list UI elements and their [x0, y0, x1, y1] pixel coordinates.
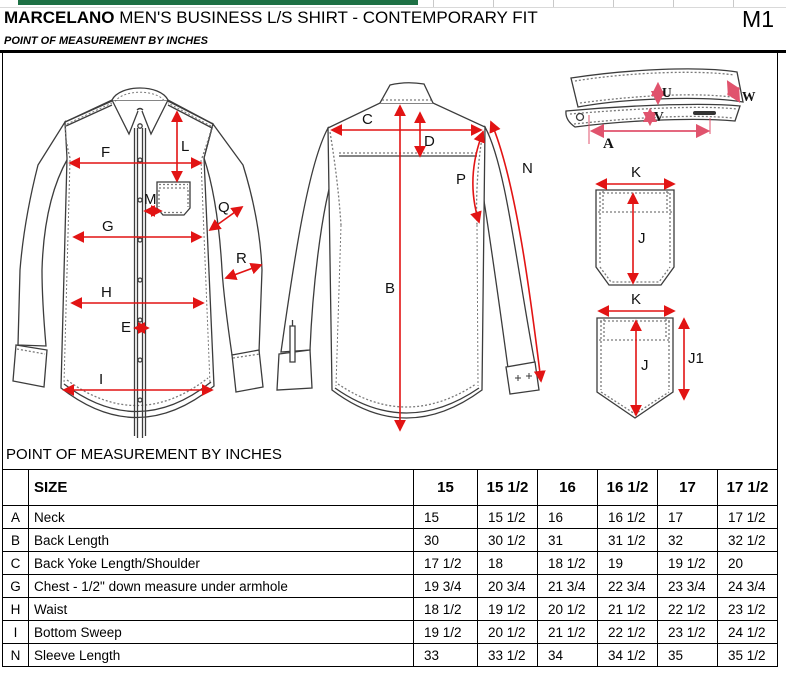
- column-gridline: [433, 0, 434, 7]
- table-body: [3, 506, 778, 667]
- size-column-header[interactable]: 17 1/2: [718, 470, 778, 506]
- value-cell[interactable]: 20 1/2: [478, 621, 538, 644]
- column-gridline: [673, 0, 674, 7]
- table-row: [3, 506, 778, 529]
- label-C: C: [362, 111, 373, 128]
- brand-name: MARCELANO: [4, 8, 115, 27]
- row-code-cell[interactable]: I: [3, 621, 29, 644]
- row-name-cell[interactable]: Sleeve Length: [29, 644, 414, 667]
- row-name-cell[interactable]: Neck: [29, 506, 414, 529]
- label-N: N: [522, 160, 533, 177]
- table-row: [3, 529, 778, 552]
- shirt-diagram-svg: [0, 53, 786, 445]
- measurement-table: [2, 469, 778, 667]
- size-column-header[interactable]: 15 1/2: [478, 470, 538, 506]
- row-name-cell[interactable]: Back Length: [29, 529, 414, 552]
- value-cell[interactable]: 33: [414, 644, 478, 667]
- table-header-row: [3, 470, 778, 506]
- value-cell[interactable]: 18: [478, 552, 538, 575]
- row-name-cell[interactable]: Bottom Sweep: [29, 621, 414, 644]
- document-subtitle: POINT OF MEASUREMENT BY INCHES: [4, 35, 208, 47]
- row-name-cell[interactable]: Waist: [29, 598, 414, 621]
- size-column-header[interactable]: 15: [414, 470, 478, 506]
- value-cell[interactable]: 35 1/2: [718, 644, 778, 667]
- size-column-header[interactable]: 17: [658, 470, 718, 506]
- value-cell[interactable]: 17 1/2: [718, 506, 778, 529]
- value-cell[interactable]: 20 1/2: [538, 598, 598, 621]
- row-name-cell[interactable]: Back Yoke Length/Shoulder: [29, 552, 414, 575]
- column-gridline: [553, 0, 554, 7]
- label-J1: J1: [688, 350, 704, 367]
- label-M: M: [144, 191, 157, 208]
- label-B: B: [385, 280, 396, 297]
- value-cell[interactable]: 23 1/2: [658, 621, 718, 644]
- value-cell[interactable]: 19 1/2: [658, 552, 718, 575]
- table-row: [3, 621, 778, 644]
- table-row: [3, 575, 778, 598]
- value-cell[interactable]: 21 1/2: [598, 598, 658, 621]
- table-row: [3, 552, 778, 575]
- value-cell[interactable]: 24 3/4: [718, 575, 778, 598]
- row-code-cell[interactable]: B: [3, 529, 29, 552]
- value-cell[interactable]: 15 1/2: [478, 506, 538, 529]
- pocket-detail-1-drawing: [596, 190, 674, 285]
- row-code-cell[interactable]: G: [3, 575, 29, 598]
- label-P: P: [456, 171, 467, 188]
- value-cell[interactable]: 35: [658, 644, 718, 667]
- sheet-code: M1: [742, 6, 774, 32]
- label-U: U: [662, 85, 672, 100]
- value-cell[interactable]: 16: [538, 506, 598, 529]
- label-J-pocket1: J: [638, 230, 646, 247]
- value-cell[interactable]: 33 1/2: [478, 644, 538, 667]
- label-J-pocket2: J: [641, 357, 649, 374]
- measurement-diagram: [0, 53, 786, 445]
- value-cell[interactable]: 18 1/2: [414, 598, 478, 621]
- value-cell[interactable]: 34 1/2: [598, 644, 658, 667]
- table-section-title: POINT OF MEASUREMENT BY INCHES: [6, 446, 282, 463]
- value-cell[interactable]: 19 1/2: [478, 598, 538, 621]
- label-K1: K: [631, 164, 642, 181]
- label-H: H: [101, 284, 112, 301]
- value-cell[interactable]: 20: [718, 552, 778, 575]
- value-cell[interactable]: 22 3/4: [598, 575, 658, 598]
- value-cell[interactable]: 22 1/2: [598, 621, 658, 644]
- label-I: I: [99, 371, 104, 388]
- corner-cell[interactable]: [3, 470, 29, 506]
- document-title: [4, 8, 538, 28]
- label-Q: Q: [218, 199, 230, 216]
- column-gridline: [733, 0, 734, 7]
- row-name-cell[interactable]: Chest - 1/2" down measure under armhole: [29, 575, 414, 598]
- row-code-cell[interactable]: N: [3, 644, 29, 667]
- value-cell[interactable]: 20 3/4: [478, 575, 538, 598]
- value-cell[interactable]: 30: [414, 529, 478, 552]
- value-cell[interactable]: 31: [538, 529, 598, 552]
- value-cell[interactable]: 21 3/4: [538, 575, 598, 598]
- column-gridline: [613, 0, 614, 7]
- value-cell[interactable]: 19: [598, 552, 658, 575]
- front-view-drawing: [13, 88, 263, 438]
- value-cell[interactable]: 23 1/2: [718, 598, 778, 621]
- back-view-drawing: [277, 83, 539, 418]
- label-A: A: [603, 136, 614, 152]
- size-column-header[interactable]: 16 1/2: [598, 470, 658, 506]
- spreadsheet-top-gridline: [0, 0, 786, 8]
- label-W: W: [742, 89, 756, 104]
- value-cell[interactable]: 17 1/2: [414, 552, 478, 575]
- label-F: F: [101, 144, 111, 161]
- label-L: L: [181, 138, 190, 155]
- size-header-cell[interactable]: SIZE: [29, 470, 414, 506]
- value-cell[interactable]: 32: [658, 529, 718, 552]
- table-row: [3, 598, 778, 621]
- label-D: D: [424, 133, 435, 150]
- size-column-header[interactable]: 16: [538, 470, 598, 506]
- value-cell[interactable]: 32 1/2: [718, 529, 778, 552]
- value-cell[interactable]: 23 3/4: [658, 575, 718, 598]
- row-code-cell[interactable]: H: [3, 598, 29, 621]
- value-cell[interactable]: 18 1/2: [538, 552, 598, 575]
- row-code-cell[interactable]: A: [3, 506, 29, 529]
- value-cell[interactable]: 16 1/2: [598, 506, 658, 529]
- label-V: V: [654, 109, 664, 124]
- excel-green-bar: [18, 0, 418, 5]
- value-cell[interactable]: 21 1/2: [538, 621, 598, 644]
- label-K2: K: [631, 291, 642, 308]
- label-R: R: [236, 250, 247, 267]
- value-cell[interactable]: 15: [414, 506, 478, 529]
- product-title: MEN'S BUSINESS L/S SHIRT - CONTEMPORARY FIT: [114, 8, 538, 27]
- row-code-cell[interactable]: C: [3, 552, 29, 575]
- value-cell[interactable]: 17: [658, 506, 718, 529]
- label-E: E: [121, 319, 132, 336]
- value-cell[interactable]: 22 1/2: [658, 598, 718, 621]
- value-cell[interactable]: 34: [538, 644, 598, 667]
- value-cell[interactable]: 30 1/2: [478, 529, 538, 552]
- table-row: [3, 644, 778, 667]
- value-cell[interactable]: 24 1/2: [718, 621, 778, 644]
- value-cell[interactable]: 31 1/2: [598, 529, 658, 552]
- value-cell[interactable]: 19 1/2: [414, 621, 478, 644]
- pocket-detail-2-drawing: [597, 318, 673, 418]
- value-cell[interactable]: 19 3/4: [414, 575, 478, 598]
- column-gridline: [493, 0, 494, 7]
- label-G: G: [102, 218, 114, 235]
